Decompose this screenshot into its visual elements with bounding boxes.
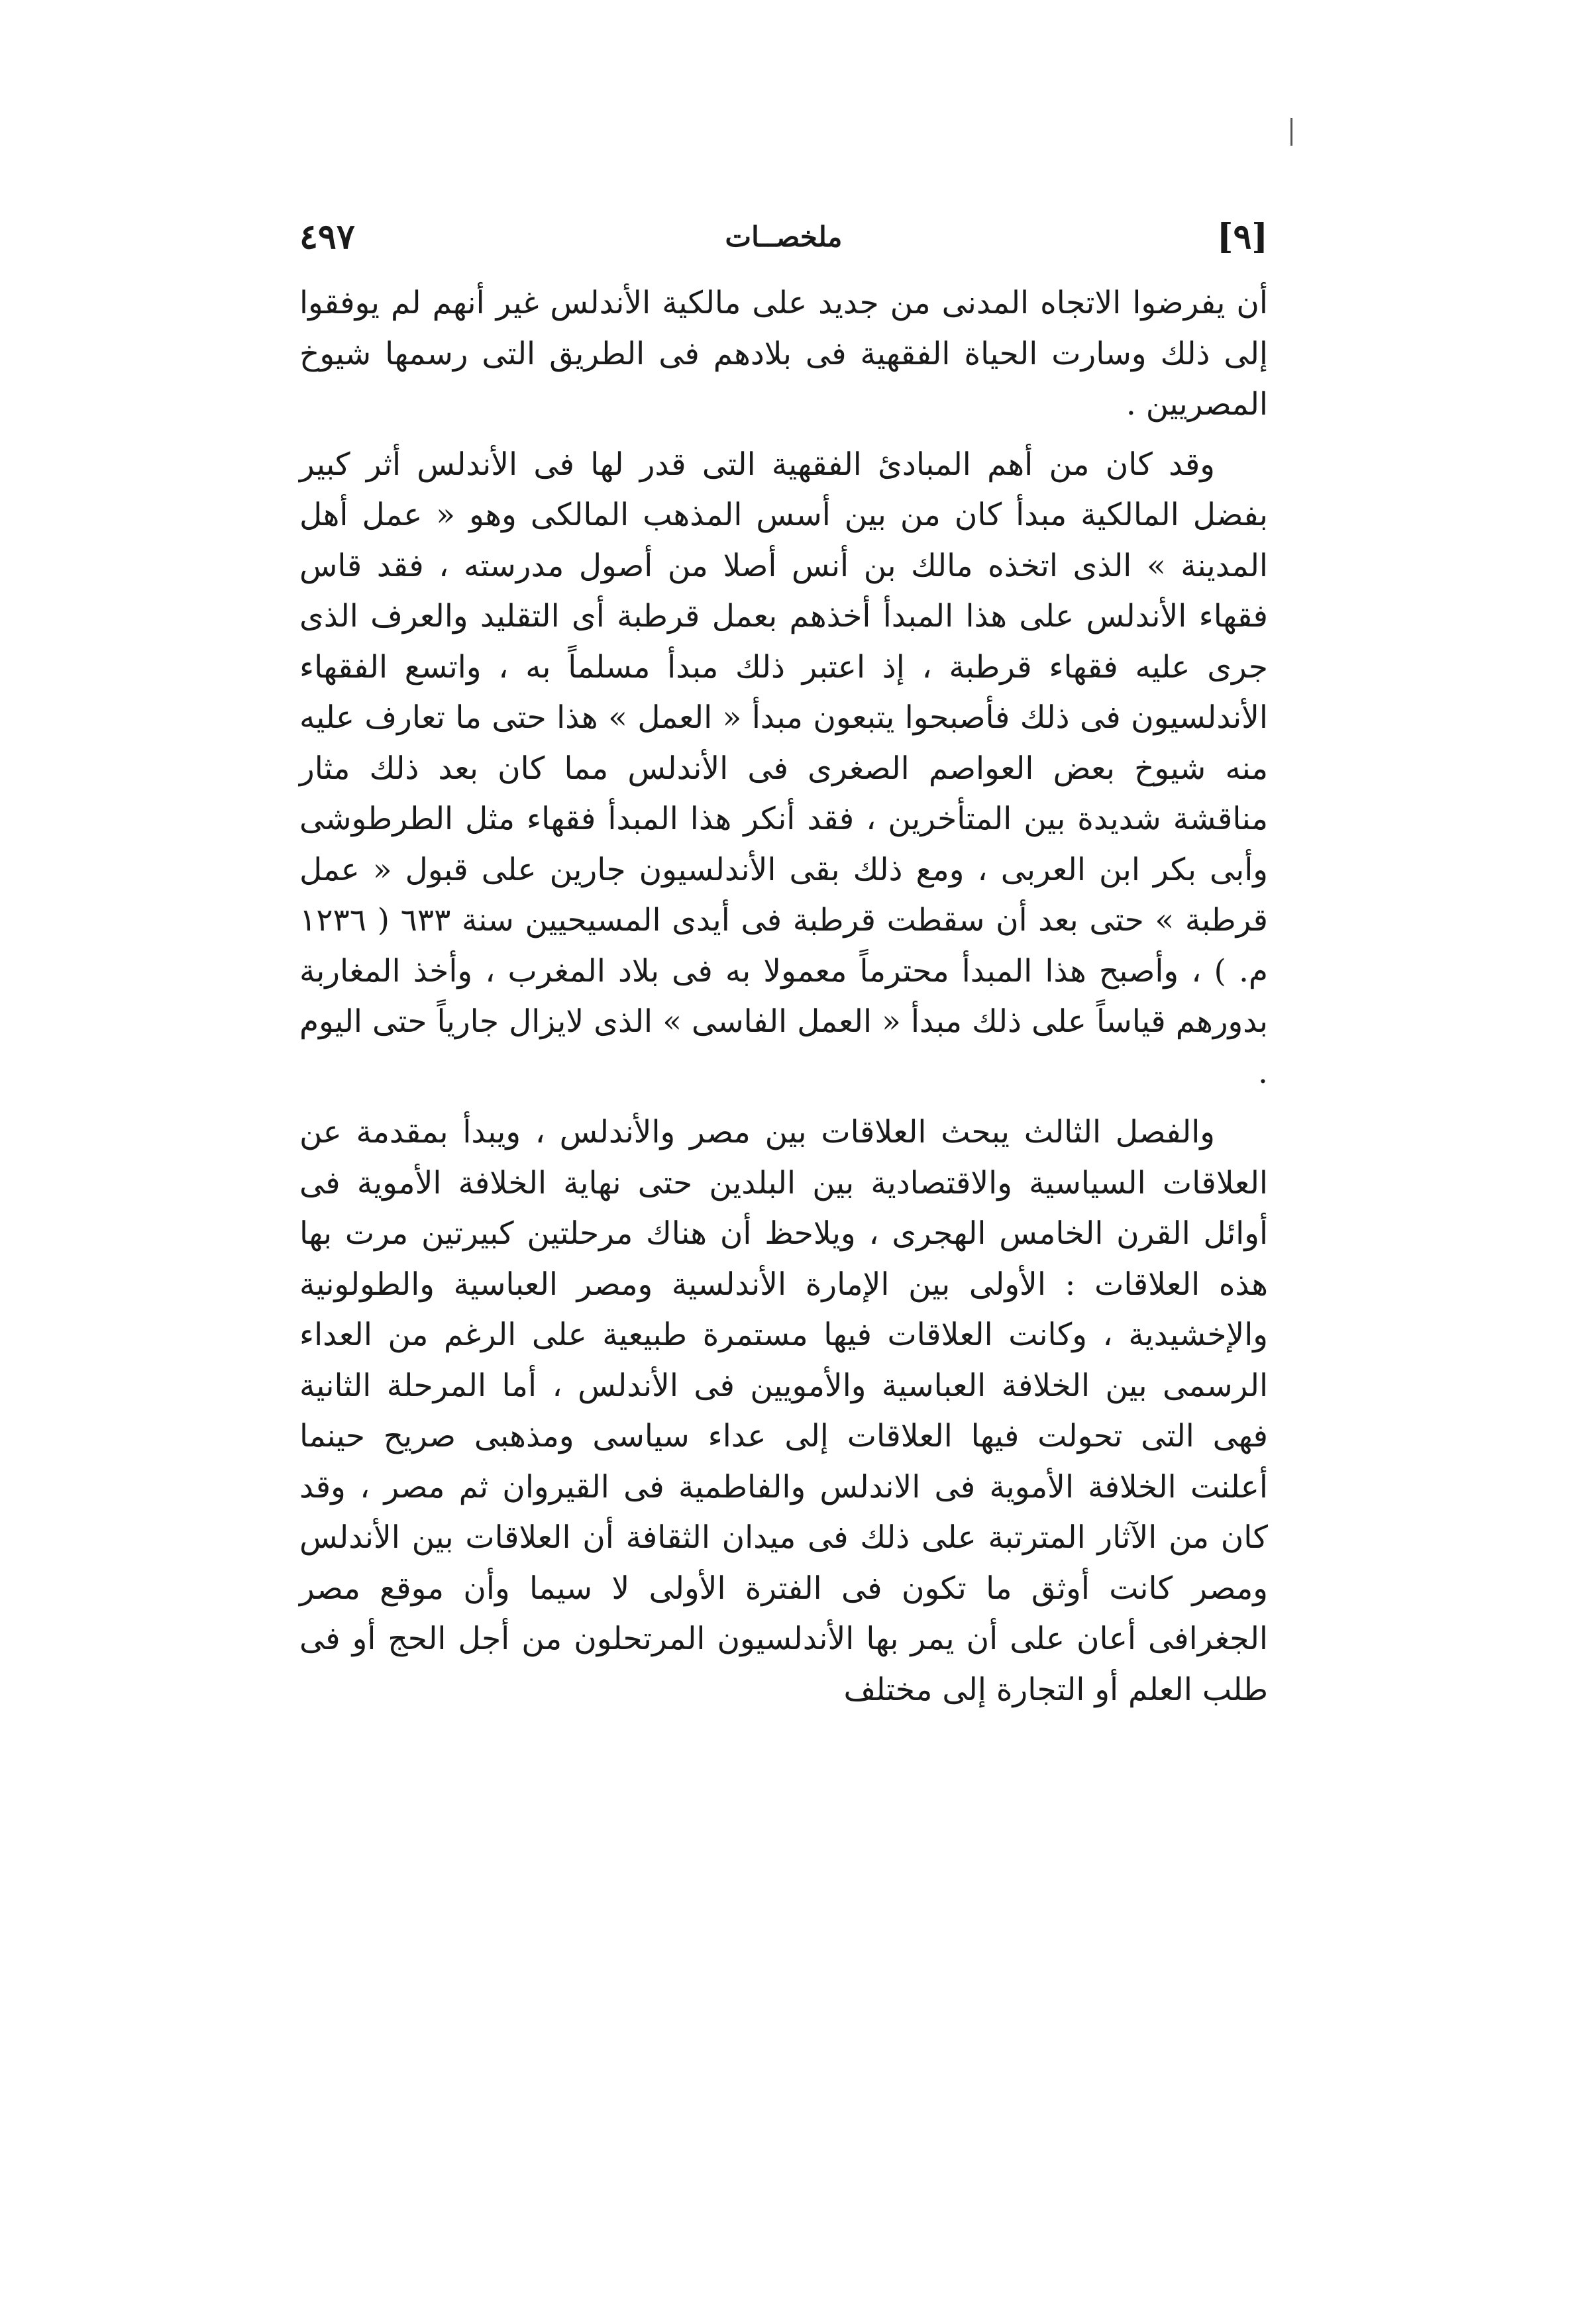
body-text (299, 278, 1268, 1715)
paragraph-chapter-three: والفصل الثالث يبحث العلاقات بين مصر والأندلس ، ويبدأ بمقدمة عن العلاقات السياسية والاقتصادية بين البلدين حتى نهاية الخلافة الأموية فى أوائل القرن الخامس الهجرى ، ويلاحظ أن هناك مرحلتين كبيرتين مرت بها هذه العلاقات : الأولى بين الإمارة الأندلسية ومصر العباسية والطولونية والإخشيدية ، وكانت العلاقات فيها مستمرة طبيعية على الرغم من العداء الرسمى بين الخلافة العباسية والأمويين فى الأندلس ، أما المرحلة الثانية فهى التى تحولت فيها العلاقات إلى عداء سياسى ومذهبى صريح حينما أعلنت الخلافة الأموية فى الاندلس والفاطمية فى القيروان ثم مصر ، وقد كان من الآثار المترتبة على ذلك فى ميدان الثقافة أن العلاقات بين الأندلس ومصر كانت أوثق ما تكون فى الفترة الأولى لا سيما وأن موقع مصر الجغرافى أعان على أن يمر بها الأندلسيون المرتحلون من أجل الحج أو فى طلب العلم أو التجارة إلى مختلف (299, 1114, 1268, 1708)
running-header (299, 211, 1268, 264)
paragraph-maliki-principles: وقد كان من أهم المبادئ الفقهية التى قدر لها فى الأندلس أثر كبير بفضل المالكية مبدأ كان من بين أسس المذهب المالكى وهو « عمل أهل المدينة » الذى اتخذه مالك بن أنس أصلا من أصول مدرسته ، فقد قاس فقهاء الأندلس على هذا المبدأ أخذهم بعمل قرطبة أى التقليد والعرف الذى جرى عليه فقهاء قرطبة ، إذ اعتبر ذلك مبدأ مسلماً به ، واتسع الفقهاء الأندلسيون فى ذلك فأصبحوا يتبعون مبدأ « العمل » هذا حتى ما تعارف عليه منه شيوخ بعض العواصم الصغرى فى الأندلس مما كان بعد ذلك مثار مناقشة شديدة بين المتأخرين ، فقد أنكر هذا المبدأ فقهاء مثل الطرطوشى وأبى بكر ابن العربى ، ومع ذلك بقى الأندلسيون جارين على قبول « عمل قرطبة » حتى بعد أن سقطت قرطبة فى أيدى المسيحيين سنة ٦٣٣ ( ١٢٣٦ م. ) ، وأصبح هذا المبدأ محترماً معمولا به فى بلاد المغرب ، وأخذ المغاربة بدورهم قياساً على ذلك مبدأ « العمل الفاسى » الذى لايزال جارياً حتى اليوم . (299, 446, 1269, 1091)
running-title: ملخصــات (725, 221, 843, 253)
paragraph-continued: أن يفرضوا الاتجاه المدنى من جديد على مالكية الأندلس غير أنهم لم يوفقوا إلى ذلك وسارت الحياة الفقهية فى بلادهم فى الطريق التى رسمها شيوخ المصريين . (299, 285, 1268, 423)
section-number: [٩] (1216, 217, 1268, 257)
page-number: ٤٩٧ (299, 217, 355, 257)
scan-edge-mark (1290, 118, 1292, 146)
